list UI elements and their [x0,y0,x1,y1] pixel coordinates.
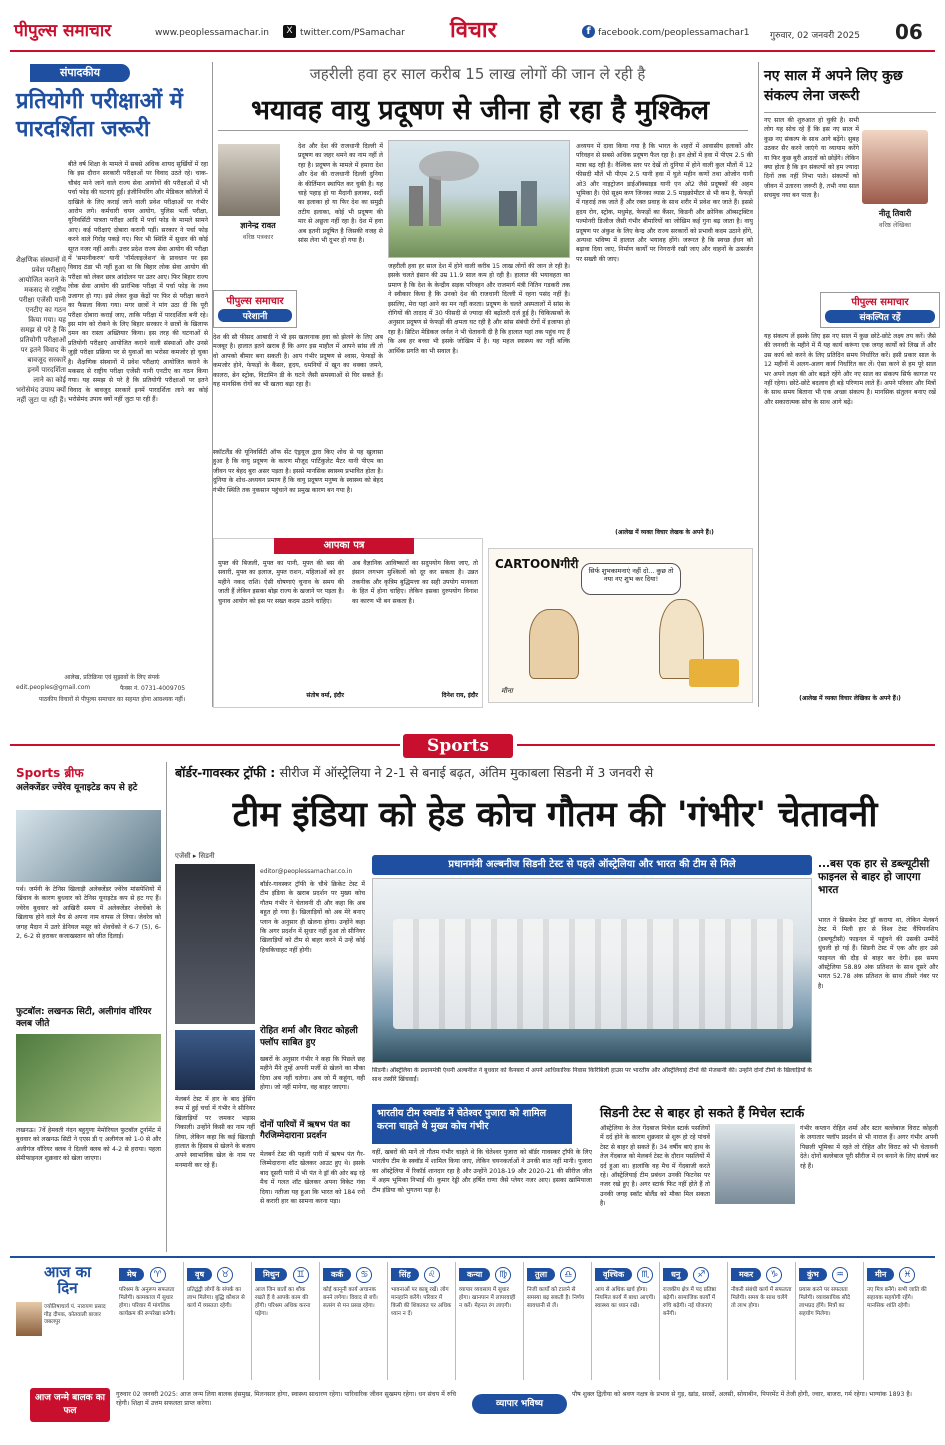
resolution-author-role: वरिष्ठ लेखिका [879,221,911,229]
rashi-row [116,1262,931,1380]
pant-subhead: दोनों पारियों में ऋषभ पंत का गैरजिम्मेदाराना प्रदर्शन [260,1120,350,1141]
team-photo-caption: सिडनी। ऑस्ट्रेलिया के प्रधानमंत्री एंथनी अल्बनीज ने बुधवार को कैनबरा में अपने आधिकारिक निवास किरिबिली हाउस पर भारतीय और ऑस्ट्रेलियाई टीमों की मेजबानी की। उन्होंने दोनों टीमों के खिलाड़ियों के साथ तस्वीरें खिंचवाईं। [372,1067,812,1083]
letter-2-signature: दिनेश राय, इंदौर [441,692,478,699]
business-text: पौष शुक्ल द्वितीया को श्रवण नक्षत्र के प्रभाव से गुड़, खांड, सरसों, अलसी, सोयाबीन, पिपरमेंट में तेजी होगी, ज्वार, बाजरा, गर्म रहेगा। भाग्यांक 1893 है। [572,1391,912,1398]
facebook-link[interactable]: facebook.com/peoplessamachar1 [598,28,750,38]
letters-title: आपका पत्र [274,538,414,554]
sports-kicker-rest: सीरीज में ऑस्ट्रेलिया ने 2-1 से बनाई बढ़त, अंतिम मुकाबला सिडनी में 3 जनवरी से [279,765,654,780]
article-col1-bottom: स्कॉटलैंड की यूनिवर्सिटी ऑफ सेंट एंड्रयूज द्वारा किए शोध से यह खुलासा हुआ है कि वायु प्रदूषण के कारण मौजूद पार्टिकुलेट मैटर यानी पीएम का जीवन पर बेहद बुरा असर पड़ता है। इससे मानसिक स्वास्थ्य प्रभावित होता है। दुनिया के शोध-अध्ययन प्रमाण हैं कि वायु प्रदूषण मनुष्य के स्वास्थ्य को बेहद गंभीर स्थिति तक नुकसान पहुंचाने का प्रमुख कारण बन गया है। [213,449,383,494]
cartoon-figure-archer [529,609,579,679]
starc-photo [715,1124,795,1204]
pollution-illustration [388,140,570,258]
taurus-icon: ♉ [217,1267,233,1283]
city-building [521,181,537,226]
editorial-email[interactable]: edit.peoples@gmail.com [16,684,91,691]
sports-col1-a: बॉर्डर-गावस्कर ट्रॉफी के चौथे क्रिकेट टेस्ट में टीम इंडिया के खराब प्रदर्शन पर मुख्य कोच गौतम गंभीर ने चेतावनी दी और कहा कि अब बहुत हो गया है। खिलाड़ियों को अब मेरे बनाए प्लान के अनुसार ही खेलना होगा। उन्होंने कहा कि अगर प्रदर्शन में सुधार नहीं हुआ तो सीनियर खिलाड़ियों को टीम से बाहर करने में उन्हें कोई हिचकिचाहट नहीं होगी। [260,881,365,954]
resolution-author-photo [862,130,928,204]
resolution-badge [820,292,940,328]
cartoon-signature: मीना [501,687,513,695]
rashi-name: धनु [663,1268,688,1281]
rashi-text: आय से अधिक खर्च होगा। नियमित कार्य में बाधा आएगी। स्वास्थ्य का ध्यान रखें। [595,1287,656,1309]
rashi-text: व्यापार व्यवसाय में सुधार होगा। खानपान में लापरवाही न करें। मेहनत रंग लाएगी। [459,1287,516,1309]
rashi-text: भावनाओं पर काबू रखें। लोग मानहानि करेंगे। परिवार में किसी की शिकायत पर अधिक ध्यान न दें। [391,1287,452,1317]
wtc-headline: ...बस एक हार से डब्ल्यूटीसी फाइनल से बाहर हो जाएगा भारत [818,858,930,896]
sports-brief-label: Sports ब्रीफ [16,766,84,780]
rashi-text: राजकीय क्षेत्र में पद प्रतिष्ठा बढ़ेगी। सामाजिक कार्यों में रुचि बढ़ेगी। नई योजनाएं बनेंगी। [663,1287,717,1317]
starc-body-cont: गंभीर कप्तान रोहित शर्मा और स्टार बल्लेबाज विराट कोहली के लगातार फ्लॉप प्रदर्शन से भी नाराज हैं। अगर गंभीर अपनी पिछली भूमिका में रहते तो रोहित और विराट को भी चेतावनी देते। दोनों बल्लेबाज पूरी सीरीज में रन बनाने के लिए संघर्ष कर रहे हैं। [800,1125,938,1170]
editorial-headline: प्रतियोगी परीक्षाओं में पारदर्शिता जरूरी [16,89,183,142]
resolution-author-note: (आलेख में व्यक्त विचार लेखिका के अपने हैं।) [799,695,901,702]
sports-email[interactable]: editor@peoplessamachar.co.in [260,868,353,875]
article-col2: जहरीली हवा हर साल देश में होने वाली करीब 15 लाख लोगों की जान ले रही है। इसके चलते इंसान की उम्र 11.9 साल कम हो रही है। हालात की भयावहता का प्रमाण है कि देश के केन्द्रीय सड़क परिवहन और राजमार्ग मंत्री नितिन गडकरी तक ने स्वीकार किया है कि उनको देश की राजधानी दिल्ली में रहना पसंद नहीं है। इसलिए, मेरा यहां आने का मन नहीं करता। प्रदूषण के चलते अस्पतालों में सांस के रोगियों की तादाद में 30 फीसदी से ज्यादा की बढ़ोतरी दर्ज हुई है। चिकित्सकों के अनुसार प्रदूषण से फेफड़ों की क्षमता घट रही है और सांस संबंधी रोगों में इजाफा हो रहा है। ब्रिटिश मेडिकल जर्नल ने भी चेतावनी दी है कि हालात यहां तक पहुंच गए हैं कि अब हर बच्चा भी इसके जोखिम में है। यह महज स्वास्थ्य का नहीं बल्कि आर्थिक प्रगति का भी सवाल है। [388,263,570,355]
factory-chimney-icon [429,176,441,226]
resolution-author-name: नीतू तिवारी [878,209,912,218]
gemini-icon: ♊ [293,1267,309,1283]
rashi-makar [728,1262,796,1380]
editorial-footer: आलेख, प्रतिक्रिया एवं सुझावों के लिए संपर्क [64,674,160,681]
wtc-body: भारत ने ब्रिसबेन टेस्ट ड्रॉ कराया था, लेकिन मेलबर्न टेस्ट में मिली हार से विश्व टेस्ट चैंपियनशिप (डब्ल्यूटीसी) फाइनल में पहुंचने की उसकी उम्मीदें धुंधली हो गई हैं। सिडनी टेस्ट में एक और हार उसे फाइनल की दौड़ से बाहर कर देगी। इस समय ऑस्ट्रेलिया 58.89 अंक प्रतिशत के साथ दूसरे और भारत 52.78 अंक प्रतिशत के साथ तीसरे नंबर पर है। [818,917,938,990]
leo-icon: ♌ [424,1267,440,1283]
sports-col1-b: मेलबर्न टेस्ट में हार के बाद ड्रेसिंग रूम में हुई चर्चा में गंभीर ने सीनियर खिलाड़ियों पर जमकर भड़ास निकाली। उन्होंने किसी का नाम नहीं लिया, लेकिन कहा कि कई खिलाड़ी हालात के हिसाब से खेलने के बजाय अपने स्वाभाविक खेल के नाम पर मनमानी कर रहे हैं। [175,1096,255,1169]
cartoon-panel [488,548,753,703]
factory-chimney-icon [409,186,423,226]
resolution-headline: नए साल में अपने लिए कुछ संकल्प लेना जरूरी [764,68,903,104]
letter-1: मुफ्त की बिजली, मुफ्त का पानी, मुफ्त की बस की सवारी, मुफ्त का इलाज, मुफ्त राशन, महिलाओं को हर महीने नकद राशि। ऐसी घोषणाएं चुनाव के समय की जाती हैं लेकिन इसका बोझ राज्य के खजाने पर पड़ता है। चुनाव आयोग को इस पर सख्त कदम उठाने चाहिए। [218,560,344,605]
scorpio-icon: ♏ [637,1267,653,1283]
sports-rule-left [10,744,400,746]
rashi-name: कन्या [459,1268,490,1281]
starc-body: ऑस्ट्रेलिया के तेज गेंदबाज मिचेल स्टार्क पसलियों में दर्द होने के कारण शुक्रवार से शुरू हो रहे पांचवें टेस्ट से बाहर हो सकते हैं। 34 वर्षीय बाएं हाथ के तेज गेंदबाज को मेलबर्न टेस्ट के दौरान पसलियों में दर्द हुआ था। हालांकि वह मैच में गेंदबाजी करते रहे। ऑस्ट्रेलियाई टीम प्रबंधन उनकी फिटनेस पर नजर रखे हुए है। अगर स्टार्क फिट नहीं होते हैं तो उनकी जगह स्कॉट बोलैंड को मौका मिल सकता है। [600,1125,710,1208]
sports-banner: Sports [403,734,513,758]
editorial-label: संपादकीय [30,64,130,82]
rashi-mithun [252,1262,320,1380]
horoscope-title: आज का दिन [43,1263,92,1297]
rohit-virat-photo [175,1030,255,1090]
rashi-mesh [116,1262,184,1380]
byline-city: सिडनी [198,852,215,860]
section-title: विचार [450,18,497,43]
cartoon-sweets-basket [689,659,739,687]
editorial-phone: फैक्स नं. 0731-4009705 [120,685,186,692]
team-players-row [393,919,793,1029]
article-col1-mid: देश की सौ फीसद आबादी ने भी इस खतरनाक हवा को झेलने के लिए अब मजबूर है। हालात इतने खराब हैं कि अगर इस माहौल में आपने सांस ली तो वो आपको बीमार बना सकती है। आप गंभीर प्रदूषण से श्वास, फेफड़ों के कमजोर होने, फेफड़ों के कैंसर, हृदय, धमनियों में खून का थक्का जमने, कालरा, ब्रेन स्ट्रोक, विटामिन डी के घटने जैसी समस्याओं से घिर सकते हैं। यह मानसिक रोगों का भी खतरा बढ़ा रहा है। [213,334,383,389]
smoke-cloud [419,151,479,181]
article-col3: अध्ययन में दावा किया गया है कि भारत के शहरों में आवासीय इलाकों और परिवहन से सबसे अधिक प्रदूषण फैल रहा है। इन क्षेत्रों में हवा में पीएम 2.5 की मात्रा बढ़ रही है। वैश्विक स्तर पर देखें तो दुनिया में होने वाली कुल मौतों में 12 फीसदी मौतें भी पीएम 2.5 यानी हवा में घुले महीन कणों तथा ओजोन यानी ओ3 और नाइट्रोजन डाईऑक्साइड यानी एन ओ2 जैसे प्रदूषकों की अहम भूमिका है। ऐसे सूक्ष्म कण जिनका व्यास 2.5 माइक्रोमीटर से भी कम है, फेफड़ों में गहराई तक जाते हैं और रक्त प्रवाह के साथ शरीर में प्रवेश कर जाते हैं। इससे हृदय रोग, स्ट्रोक, मधुमेह, फेफड़ों का कैंसर, किडनी और क्रोनिक ऑब्सट्रक्टिव पल्मोनरी डिजीज जैसी गंभीर बीमारियों का जोखिम कई गुना बढ़ जाता है। वायु प्रदूषण पर अंकुश के लिए केन्द्र और राज्य सरकारों को प्रभावी कदम उठाने होंगे, अन्यथा भविष्य में हालात और भयावह होंगे। जरूरत है कि स्वच्छ ईंधन को बढ़ावा दिया जाए, निर्माण कार्यों पर निगरानी रखी जाए और वाहनों के उत्सर्जन पर सख्ती की जाए। [576,143,753,263]
cartoon-speech-bubble: सिर्फ शुभकामनाएं नहीं दो... कुछ तो नया नए शुभ कर दिया! [581,563,681,595]
rashi-vrishchik [592,1262,660,1380]
badge-label: परेशानी [218,309,292,322]
twitter-icon: X [283,25,296,38]
resolution-body: नए साल की शुरुआत हो चुकी है। सभी लोग यह सोच रहे हैं कि इस नए साल में कुछ नए संकल्प के साथ आगे बढ़ेंगे। सुबह उठकर सैर करने जाएंगे या व्यायाम करेंगे या फिर कुछ बुरी आदतों को छोड़ेंगे। लेकिन क्या होता है कि इन संकल्पों को हम ज्यादा दिनों तक नहीं निभा पाते। संकल्पों को जीवन में उतारना जरूरी है, तभी नया साल सचमुच नया बन पाता है। [764,117,859,200]
rashi-name: वृश्चिक [595,1268,632,1281]
born-today-text: गुरुवार 02 जनवरी 2025: आज जन्म लिया बालक हंसमुख, मिलनसार होगा, स्वास्थ्य साधारण रहेगा। पारिवारिक जीवन सुखमय रहेगा। धन संचय में रुचि रहेगी। शिक्षा में उत्तम सफलता प्राप्त करेगा। [116,1391,457,1407]
issue-date: गुरुवार, 02 जनवरी 2025 [770,31,860,41]
sagittarius-icon: ♐ [693,1267,709,1283]
pujara-body: वहीं, खबरों की मानें तो गौतम गंभीर चाहते थे कि चेतेश्वर पुजारा को बॉर्डर गावस्कर ट्रॉफी के लिए भारतीय टीम के स्क्वॉड में शामिल किया जाए, लेकिन चयनकर्ताओं ने उनकी बात नहीं मानी। पुजारा का ऑस्ट्रेलिया में रिकॉर्ड शानदार रहा है और उन्होंने 2018-19 और 2020-21 की सीरीज जीत में अहम भूमिका निभाई थी। कुमार रेड्डी और हर्षित राणा जैसे प्लेयर नजर आए। इसका खामियाजा टीम इंडिया को भुगतना पड़ा है। [372,1149,592,1194]
sports-kicker [175,764,935,781]
column-divider [166,762,167,1252]
column-divider [758,62,759,707]
author-name: ज्ञानेन्द्र रावत [240,221,276,230]
rashi-text: प्रतिद्वंद्वी लोगों के संपर्क का लाभ मिलेगा। बुद्धि कौशल से कार्य में व्यस्तता रहेगी। [187,1287,245,1309]
brief2-headline: फुटबॉल: लखनऊ सिटी, अलीगांव वॉरियर क्लब जीते [16,1007,152,1029]
badge-brand: पीपुल्स समाचार [226,296,284,307]
capricorn-icon: ♑ [766,1267,782,1283]
rashi-text: नए मित्र बनेंगे। सभी जाति की सहायक सहयोगी रहेंगे। मानसिक शांति रहेगी। [867,1287,927,1309]
pujara-headline: भारतीय टीम स्क्वॉड में चेतेश्वर पुजारा को शामिल करना चाहते थे मुख्य कोच गंभीर [372,1104,572,1144]
city-building [499,191,517,226]
sports-kicker-lead: बॉर्डर-गावस्कर ट्रॉफी : [175,765,276,780]
sports-headline: टीम इंडिया को हेड कोच गौतम की 'गंभीर' चेतावनी [232,795,878,835]
author-role: वरिष्ठ पत्रकार [242,233,274,241]
pisces-icon: ♓ [899,1267,915,1283]
astrologer-credit: ज्योतिषाचार्य पं. नारायण प्रसाद गौड़ दीपक, कोतवाली बाजार जबलपुर [44,1304,106,1325]
rashi-singh [388,1262,456,1380]
rashi-kanya [456,1262,524,1380]
letters-box [213,538,483,708]
team-photo [372,878,812,1063]
twitter-link[interactable]: twitter.com/PSamachar [300,28,405,38]
tennis-photo [16,810,161,882]
horoscope-section [10,1256,935,1438]
byline: एजेंसी ▸ सिडनी [175,852,215,860]
masthead [0,0,945,60]
rashi-name: कुंभ [799,1268,827,1281]
badge-label: संकल्पित रहें [825,310,935,323]
libra-icon: ♎ [560,1267,576,1283]
photo-caption-rohit-virat: रोहित शर्मा और विराट कोहली फ्लॉप साबित हुए [260,1026,358,1048]
rashi-name: मकर [731,1268,761,1281]
sports-col1-c: खबरों के अनुसार गंभीर ने कहा कि पिछले छह महीने मैंने तुम्हें अपनी मर्जी से खेलने का मौका दिया अब नहीं चलेगा। अब जो मैं कहूंगा, वही होगा। जो नहीं मानेगा, वह बाहर जाएगा। [260,1056,365,1092]
article-author-note: (आलेख में व्यक्त विचार लेखक के अपने हैं।) [615,529,714,536]
rashi-meen [864,1262,931,1380]
rashi-kumbh [796,1262,864,1380]
author-photo [218,144,280,216]
virgo-icon: ♍ [495,1267,511,1283]
rashi-text: कोई कानूनी कार्य अचानक बनने लगेगा। विवाद से बचें। सत्संग से मन प्रसन्न रहेगा। [323,1287,378,1309]
article-headline: भयावह वायु प्रदूषण से जीना हो रहा है मुश्किल [250,95,710,126]
letter-2: अब वैज्ञानिक आविष्कारों का सदुपयोग किया जाए, तो इंसान लगभग मुश्किलों को दूर कर सकता है। उन्नत तकनीक और कृत्रिम बुद्धिमत्ता का सही उपयोग मानवता के हित में होना चाहिए। लेकिन इसका दुरुपयोग विनाश का कारण भी बन सकता है। [352,560,478,605]
facebook-icon: f [582,25,595,38]
article-rule [218,130,748,131]
rashi-name: वृष [187,1268,212,1281]
rashi-name: कर्क [323,1268,351,1281]
article-col1-top: देश और देश की राजधानी दिल्ली में प्रदूषण का जहर थमने का नाम नहीं ले रहा है। प्रदूषण के मामले में हमारा देश और देश की राजधानी दिल्ली दुनिया के कीर्तिमान स्थापित कर चुकी है। यह चाहे पहाड़ हो या मैदानी इलाका, सर्दी का इलाका हो या फिर देश का समुद्री तटीय इलाका, कोई भी प्रदूषण की मार से अछूता नहीं रहा है। देश में हवा अब इतनी प्रदूषित है जिसकी वजह से सांस लेना भी दूभर हो गया है। [298,143,383,245]
rashi-text: नौकरी संबंधी कार्य में सफलता मिलेगी। समय के साथ चलेंगे तो लाभ होगा। [731,1287,792,1309]
resolution-rule [764,112,936,113]
paper-logo: पीपुल्स समाचार [14,21,112,41]
rashi-text: आज जिन बातों का शौक रखते हैं वे आपके काम की होंगी। परिश्रम अधिक करना पड़ेगा। [255,1287,311,1317]
aries-icon: ♈ [150,1267,166,1283]
editorial-disclaimer: पाठकीय विचारों से पीपुल्स समाचार का सहमत होना आवश्यक नहीं। [38,696,186,703]
letter-1-signature: संतोष वर्मा, इंदौर [306,692,344,699]
badge-brand: पीपुल्स समाचार [851,297,909,308]
astrologer-photo [16,1302,42,1336]
website-link[interactable]: www.peoplessamachar.in [155,28,269,38]
gambhir-photo [175,864,255,1024]
brief1-headline: अलेक्जेंडर ज्वेरेव यूनाइटेड कप से हटे [16,783,138,793]
byline-agency: एजेंसी [175,852,191,860]
rashi-tula [524,1262,592,1380]
rashi-name: सिंह [391,1268,419,1281]
resolution-body-cont: यह संकल्प लें इसके लिए इस नए साल में कुछ छोटे-छोटे लक्ष्य तय करें। जैसे की जनवरी के महीने में मैं यह कार्य करूंगा एक जगह कार्यों को लिख लें और उस कार्य को करने के लिए प्रतिदिन समय निर्धारित करें। इसी प्रकार साल के 12 महीनों में अलग-अलग कार्य निर्धारित कर लें। ऐसा करने से हम पूरे साल भर अपने लक्ष्य की ओर बढ़ते रहेंगे और नए साल का संकल्प सिर्फ कागज पर नहीं रहेगा। छोटे-छोटे बदलाव ही बड़े परिणाम लाते हैं। अपने परिवार और मित्रों के साथ समय बिताना भी एक अच्छा संकल्प है। मानसिक संतुलन बनाए रखें और सकारात्मक सोच के साथ आगे बढ़ें। [764,333,936,406]
rashi-name: मिथुन [255,1268,287,1281]
starc-headline: सिडनी टेस्ट से बाहर हो सकते हैं मिचेल स्टार्क [600,1105,805,1120]
masthead-rule [10,50,935,52]
rashi-name: मेष [119,1268,144,1281]
football-photo [16,1034,161,1122]
rashi-text: परिश्रम के अनुरूप सफलता मिलेगी। कामकाज में सुधार होगा। परिवार में मांगलिक कार्यक्रम की रूपरेखा बनेगी। [119,1287,176,1317]
rashi-vrish [184,1262,252,1380]
born-today-label: आज जन्मे बालक का फल [30,1388,110,1422]
cancer-icon: ♋ [356,1267,372,1283]
article-kicker: जहरीली हवा हर साल करीब 15 लाख लोगों की जान ले रही है [309,65,646,83]
brief2-body: लखनऊ। 7वें हेमवती नंदन बहुगुणा मेमोरियल फुटबॉल टूर्नामेंट में बुधवार को लखनऊ सिटी ने एएस डी ए अलीगंज को 1-0 से और अलीगंज वॉरियर क्लब ने दिल्ली क्लब को 4-2 से हराया। पहला सेमीफाइनल शुक्रवार को खेला जाएगा। [16,1127,161,1163]
sports-rule-right [517,744,935,746]
aquarius-icon: ♒ [832,1267,848,1283]
page-number: 06 [895,20,923,44]
rashi-name: तुला [527,1268,555,1281]
editorial-pullquote: शैक्षणिक संस्थानों में प्रवेश परीक्षाएं आयोजित कराने के मकसद से राष्ट्रीय परीक्षा एजेंसी यानी एनटीए का गठन किया गया। यह समझ से परे है कि प्रतियोगी परीक्षाओं पर इतने विवाद के बावजूद सरकारें इनमें पारदर्शिता लाने का कोई भरोसेमंद उपाय क्यों नहीं जुटा पा रही हैं। [16,256,66,404]
article-badge [213,290,297,328]
rashi-text: निजी कार्यों को टालने से समस्या बढ़ सकती है। निर्णय सावधानी से लें। [527,1287,585,1309]
pant-body: मेलबर्न टेस्ट की पहली पारी में ऋषभ पंत गैर-जिम्मेदाराना शॉट खेलकर आउट हुए थे। इसके बाद दूसरी पारी में भी पंत ने ड्रॉ की ओर बढ़ रहे मैच में गलत शॉट खेलकर अपना विकेट गंवा दिया। नतीजा यह हुआ कि भारत को 184 रनों से करारी हार का सामना करना पड़ा। [260,1151,365,1206]
photo-banner: प्रधानमंत्री अल्बनीज सिडनी टेस्ट से पहले ऑस्ट्रेलिया और भारत की टीम से मिले [372,855,812,875]
rashi-name: मीन [867,1268,894,1281]
cartoon-title: CARTOONगीरी [495,557,579,571]
brief1-body: पर्थ। जर्मनी के टेनिस खिलाड़ी अलेक्जेंडर ज्वेरेव मांसपेशियों में खिंचाव के कारण बुधवार को टेनिस यूनाइटेड कप से हट गए हैं। ज्वेरेव बुधवार को आखिरी समय में अलेक्जेंडर शेवचेंको के खिलाफ होने वाले मैच से अपना नाम वापस ले लिया। जेवरेव को जगह मैदान में उतरे डेनियल मसूर को शेवचेंको ने 6-7 (5), 6-2, 6-2 से हराकर कजाखस्तान को जीत दिलाई। [16,886,161,941]
rashi-dhanu [660,1262,728,1380]
rashi-kark [320,1262,388,1380]
editorial-body: बीते वर्ष शिक्षा के मामले में सबसे अधिक शायद सुर्खियों में रहा कि इस दौरान सरकारी परीक्षाओं पर विवाद उठते रहे। चाक-चौबंद माने जाने वाले राज्य सेवा आयोगों की परीक्षाओं में भी पर्चा फोड़ की घटनाएं हुईं। इंजीनियरिंग और मेडिकल कॉलेजों में दाखिले के लिए कराई जाने वाली प्रवेश परीक्षाओं पर गंभीर आरोप लगे। कर्मचारी चयन आयोग, पुलिस भर्ती परीक्षा, यूनिवर्सिटी पात्रता परीक्षा आदि में पर्चा फोड़ के मामले सामने आए। कई परीक्षाएं दोबारा करानी पड़ीं। सरकार ने पर्चा फोड़ करने वाले गिरोह पकड़े गए। फिर भी स्थिति में सुधार की कोई सूरत नजर नहीं आती। उत्तर प्रदेश राज्य सेवा आयोग की परीक्षा में 'समानीकरण' यानी 'नॉर्मलाइजेशन' के प्रावधान पर इस विवाद ठंडा भी नहीं हुआ था कि बिहार लोक सेवा आयोग की परीक्षा को लेकर छात्र आंदोलन पर उतर आए। फिर बिहार राज्य लोक सेवा आयोग की प्रारंभिक परीक्षा में पर्चा फोड़ के तथ्य उजागर हो गए। इसे लेकर कुछ केंद्रों पर फिर से परीक्षा कराने का फैसला किया गया। मगर छात्रों ने मांग उठा दी कि पूरी परीक्षा दोबारा कराई जाए, ताकि परीक्षा में पारदर्शिता बनी रहे। इस मांग को रोकने के लिए बिहार सरकार ने छात्रों के खिलाफ दमन का रास्ता अख्तियार किया। इस तरह की घटनाओं से प्रतियोगी परीक्षाएं आयोजित कराने वाली संस्थाओं और उनसे जुड़ी परीक्षा प्रक्रिया पर से युवाओं का भरोसा कमजोर हो चुका है। शैक्षणिक संस्थानों में प्रवेश परीक्षाएं आयोजित कराने के मकसद से राष्ट्रीय परीक्षा एजेंसी यानी एनटीए का गठन किया गया। यह समझ से परे है कि प्रतियोगी परीक्षाओं पर इतने विवाद के बावजूद सरकारें इनमें पारदर्शिता लाने का कोई भरोसेमंद उपाय क्यों नहीं जुटा पा रही हैं। [68,161,208,404]
business-label: व्यापार भविष्य [472,1394,567,1414]
rashi-text: प्रयास करने पर सफलता मिलेगी। व्यावसायिक सौदे लाभप्रद होंगे। मित्रों का सहयोग मिलेगा। [799,1287,850,1317]
